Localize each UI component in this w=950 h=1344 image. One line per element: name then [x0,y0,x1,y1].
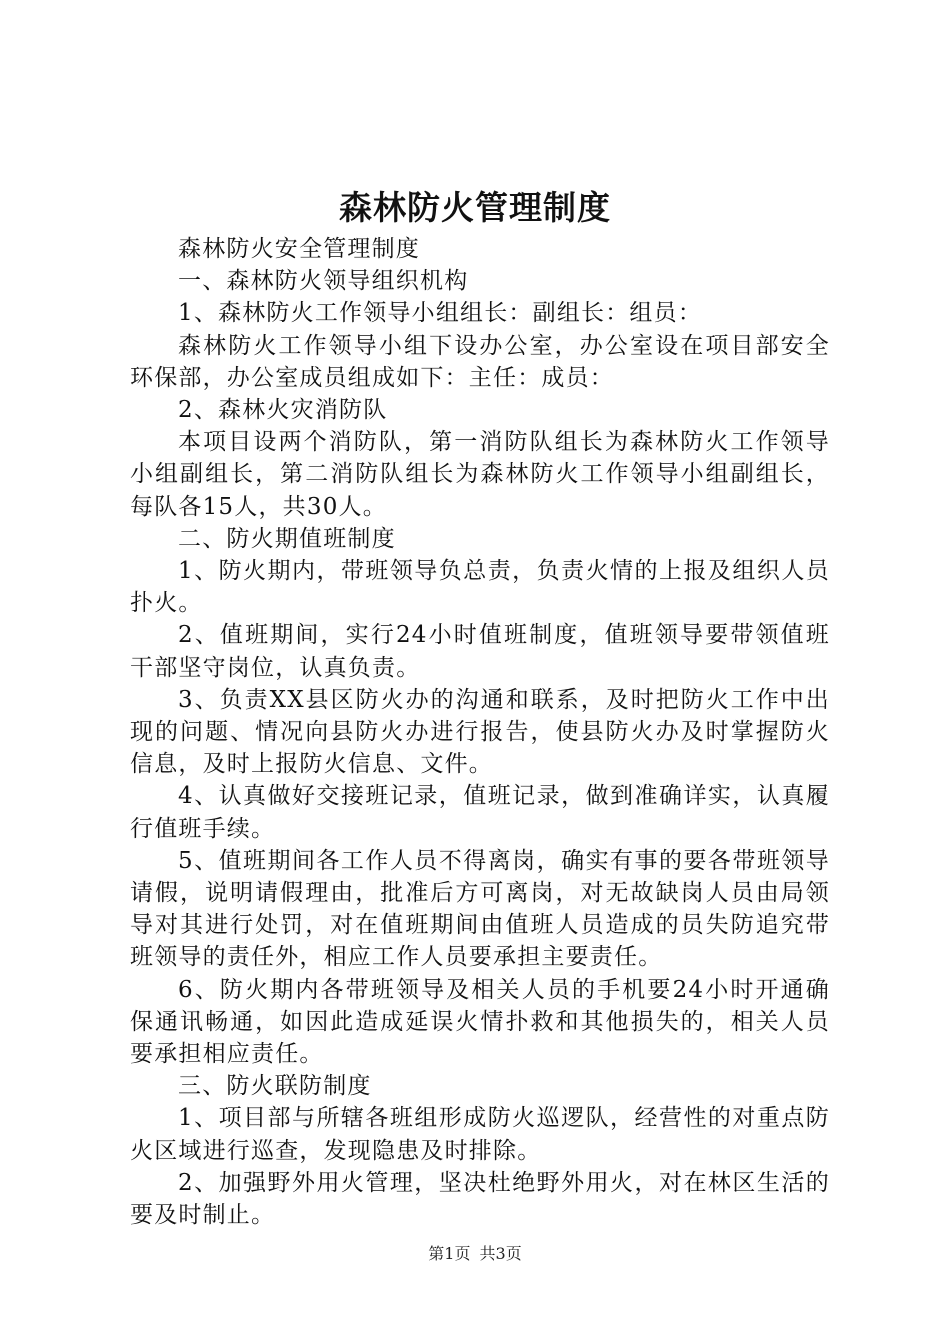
page-number: 第1页 [428,1244,471,1263]
paragraph: 二、防火期值班制度 [178,525,396,552]
document-title: 森林防火管理制度 [339,188,611,227]
paragraph: 2、加强野外用火管理，坚决杜绝野外用火，对在林区生活的要及时制止。 [130,1169,830,1229]
paragraph: 3、负责XX县区防火办的沟通和联系，及时把防火工作中出现的问题、情况向县防火办进行报告，使县防火办及时掌握防火信息，及时上报防火信息、文件。 [130,686,830,778]
page-footer [0,1242,950,1266]
paragraph: 1、森林防火工作领导小组组长：副组长：组员： [178,300,703,327]
paragraph: 1、项目部与所辖各班组形成防火巡逻队，经营性的对重点防火区域进行巡查，发现隐患及时排除。 [130,1105,830,1164]
paragraph: 森林防火安全管理制度 [178,236,420,262]
paragraph: 森林防火工作领导小组下设办公室，办公室设在项目部安全环保部，办公室成员组成如下：主任：成员： [130,332,830,391]
page-total: 共3页 [479,1244,522,1263]
paragraph: 2、值班期间，实行24小时值班制度，值班领导要带领值班干部坚守岗位，认真负责。 [130,622,830,681]
paragraph: 2、森林火灾消防队 [178,397,388,424]
paragraph: 1、防火期内，带班领导负总责，负责火情的上报及组织人员扑火。 [130,558,830,617]
paragraph: 5、值班期间各工作人员不得离岗，确实有事的要各带班领导请假，说明请假理由，批准后方可离岗，对无故缺岗人员由局领导对其进行处罚，对在值班期间由值班人员造成的员失防追究带班领导的责任外，相应工作人员要承担主要责任。 [130,847,830,971]
document-body [130,233,830,1231]
paragraph: 6、防火期内各带班领导及相关人员的手机要24小时开通确保通讯畅通，如因此造成延误火情扑救和其他损失的，相关人员要承担相应责任。 [130,976,830,1068]
paragraph: 本项目设两个消防队，第一消防队组长为森林防火工作领导小组副组长，第二消防队组长为森林防火工作领导小组副组长，每队各15人，共30人。 [130,429,830,520]
paragraph: 一、森林防火领导组织机构 [178,268,469,295]
paragraph: 三、防火联防制度 [178,1073,372,1100]
paragraph: 4、认真做好交接班记录，值班记录，做到准确详实，认真履行值班手续。 [130,783,830,842]
